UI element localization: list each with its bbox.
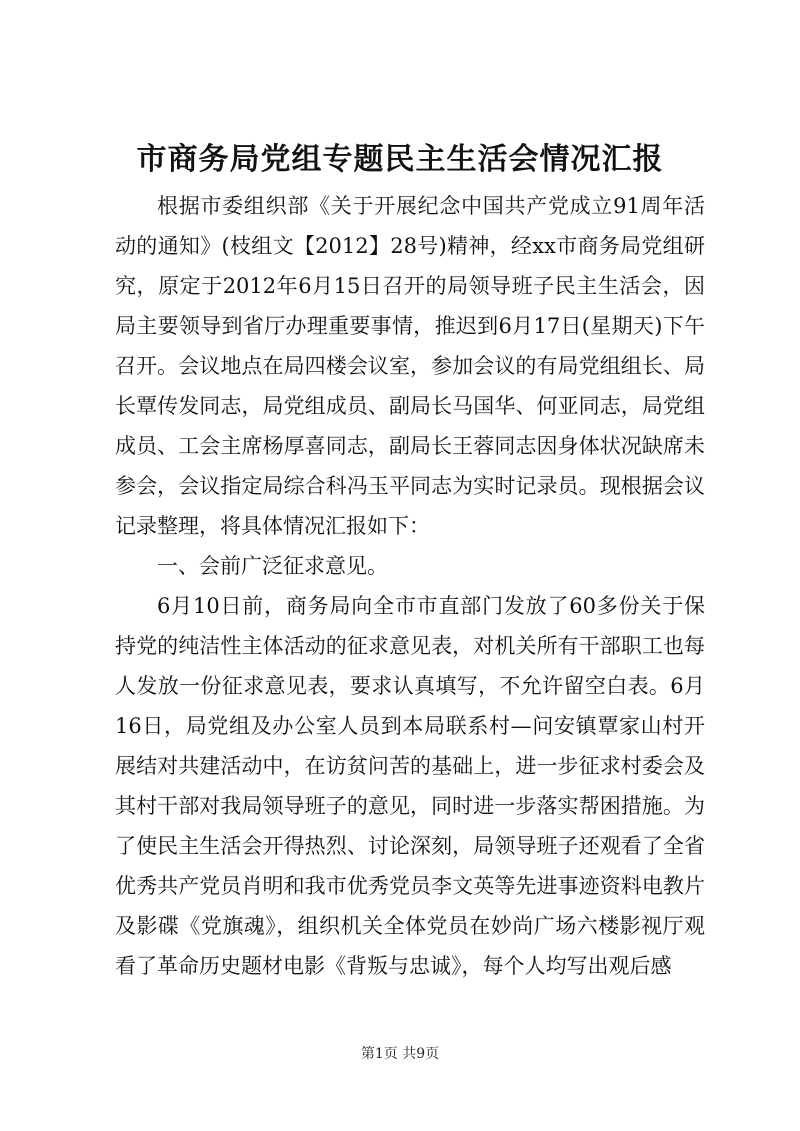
document-title: 市商务局党组专题民主生活会情况汇报: [136, 142, 664, 177]
page-footer: 第1页 共9页: [360, 1046, 440, 1062]
document-body: [115, 186, 705, 986]
paragraph-section-1: 6月10日前，商务局向全市市直部门发放了60多份关于保持党的纯洁性主体活动的征求意见表，对机关所有干部职工也每人发放一份征求意见表，要求认真填写，不允许留空白表。6月16日，局党组及办公室人员到本局联系村—问安镇覃家山村开展结对共建活动中，在访贫问苦的基础上，进一步征求村委会及其村干部对我局领导班子的意见，同时进一步落实帮困措施。为了使民主生活会开得热烈、讨论深刻，局领导班子还观看了全省优秀共产党员肖明和我市优秀党员李文英等先进事迹资料电教片及影碟《党旗魂》，组织机关全体党员在妙尚广场六楼影视厅观看了革命历史题材电影《背叛与忠诚》，每个人均写出观后感: [115, 594, 705, 978]
section-heading-1: 一、会前广泛征求意见。: [157, 554, 388, 578]
paragraph-intro: 根据市委组织部《关于开展纪念中国共产党成立91周年活动的通知》(枝组文【2012】28号)精神，经xx市商务局党组研究，原定于2012年6月15日召开的局领导班子民主生活会，因局主要领导到省厅办理重要事情，推迟到6月17日(星期天)下午召开。会议地点在局四楼会议室，参加会议的有局党组组长、局长覃传发同志，局党组成员、副局长马国华、何亚同志，局党组成员、工会主席杨厚喜同志，副局长王蓉同志因身体状况缺席未参会，会议指定局综合科冯玉平同志为实时记录员。现根据会议记录整理，将具体情况汇报如下：: [115, 194, 705, 538]
